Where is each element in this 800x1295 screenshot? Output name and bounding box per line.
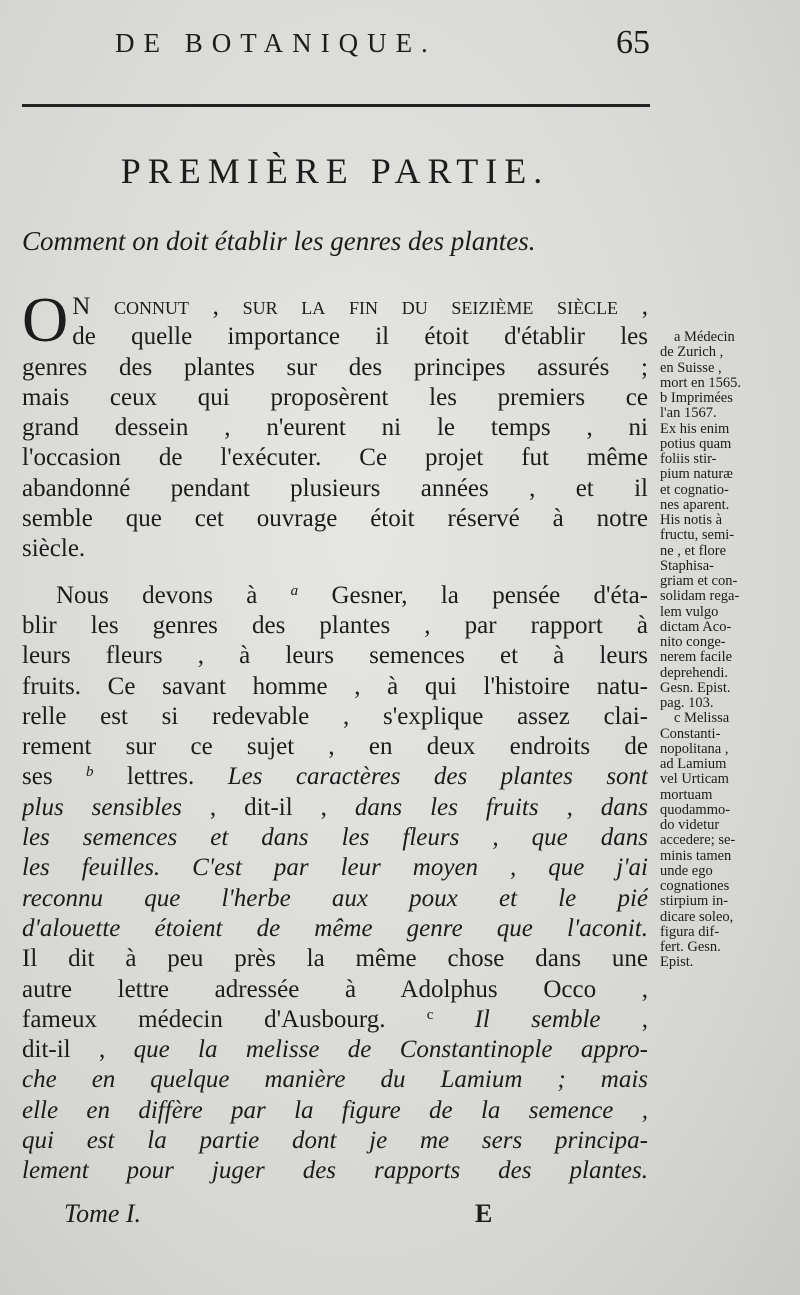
- note-line: nito conge-: [660, 635, 726, 650]
- main-text: [22, 284, 648, 1187]
- note-line: griam et con-: [660, 574, 738, 589]
- note-line: His notis à: [660, 513, 723, 528]
- text-line: les semences et dans les fleurs , que dans: [22, 824, 648, 852]
- text-line: qui est la partie dont je me sers principa-: [22, 1127, 648, 1155]
- text-line: fruits. Ce savant homme , à qui l'histoire natu-: [22, 672, 648, 700]
- note-line: et cognatio-: [660, 482, 729, 498]
- text-line: rement sur ce sujet , en deux endroits de: [22, 733, 648, 761]
- note-line: fructu, semi-: [660, 528, 735, 544]
- note-line: dicare soleo,: [660, 909, 734, 925]
- text-run: Gesner, la pensée d'éta-: [298, 581, 648, 609]
- text-line: autre lettre adressée à Adolphus Occo ,: [22, 975, 648, 1003]
- text-line: [22, 581, 648, 611]
- note-line: nerem facile: [660, 650, 733, 666]
- text-line: lement pour juger des rapports des plantes.: [22, 1157, 648, 1185]
- paragraph-1: [22, 284, 648, 565]
- text-line: leurs fleurs , à leurs semences et à leurs: [22, 642, 648, 670]
- note-line: Ex his enim: [660, 421, 730, 437]
- note-line: potius quam: [660, 436, 732, 452]
- text-line: mais ceux qui proposèrent les premiers ce: [22, 383, 648, 411]
- note-line: pium naturæ: [660, 467, 733, 483]
- note-line: c Melissa: [674, 711, 730, 727]
- running-head: [20, 22, 650, 72]
- text-line: de quelle importance il étoit d'établir les: [72, 323, 648, 351]
- note-line: deprehendi.: [660, 665, 729, 681]
- text-line: che en quelque manière du Lamium ; mais: [22, 1066, 648, 1094]
- text-line: les feuilles. C'est par leur moyen , que j'ai: [22, 854, 648, 882]
- text-line: grand dessein , n'eurent ni le temps , ni: [22, 414, 648, 442]
- quote-run: que la melisse de Constantinople appro-: [133, 1036, 648, 1064]
- quote-run: Les caractères des plantes sont: [227, 763, 648, 791]
- paragraph-2: [22, 581, 648, 1187]
- note-line: Epist.: [660, 955, 694, 971]
- note-line: solidam rega-: [660, 589, 740, 605]
- text-line: d'alouette étoient de même genre que l'aconit.: [22, 914, 648, 942]
- note-line: fert. Gesn.: [660, 940, 721, 955]
- note-line: mort en 1565.: [660, 375, 741, 391]
- text-line: [22, 762, 648, 792]
- note-line: foliis stir-: [660, 452, 717, 467]
- note-line: accedere; se-: [660, 833, 736, 849]
- footnote-ref-b: b: [86, 764, 94, 781]
- text-line: [22, 1035, 648, 1065]
- text-run: Nous devons à: [56, 581, 291, 609]
- header-rule: [22, 104, 650, 107]
- note-line: mortuam: [660, 787, 713, 803]
- text-run: lettres.: [93, 763, 228, 791]
- text-line: genres des plantes sur des principes assurés ;: [22, 353, 648, 381]
- note-line: lem vulgo: [660, 604, 719, 620]
- note-line: cognationes: [660, 879, 730, 894]
- margin-notes: [660, 330, 800, 971]
- part-title: PREMIÈRE PARTIE.: [120, 151, 550, 191]
- note-line: ad Lamium: [660, 757, 727, 772]
- text-run: ses: [22, 763, 86, 791]
- text-run: dit-il ,: [22, 1036, 134, 1064]
- note-line: ne , et flore: [660, 543, 727, 559]
- quote-run: Il semble: [433, 1005, 601, 1033]
- text-line: semble que cet ouvrage étoit réservé à notre: [22, 505, 648, 533]
- text-line: blir les genres des plantes , par rapport à: [22, 611, 648, 639]
- text-line: Il dit à peu près la même chose dans une: [22, 945, 648, 973]
- note-line: nes aparent.: [660, 497, 730, 513]
- note-line: dictam Aco-: [660, 619, 732, 635]
- text-line: abandonné pendant plusieurs années , et il: [22, 474, 648, 502]
- note-line: Gesn. Epist.: [660, 680, 731, 696]
- text-run: , dit-il ,: [181, 793, 355, 821]
- note-line: pag. 103.: [660, 696, 714, 711]
- footnote-ref-c: c: [426, 1006, 434, 1023]
- text-line: relle est si redevable , s'explique assez clai-: [22, 702, 648, 730]
- note-line: quodammo-: [660, 802, 731, 818]
- drop-cap: O: [22, 284, 69, 355]
- note-line: a Médecin: [674, 330, 735, 345]
- note-line: stirpium in-: [660, 894, 729, 910]
- text-line: [22, 1005, 648, 1035]
- note-line: l'an 1567.: [660, 406, 717, 422]
- text-line: [22, 793, 648, 823]
- note-line: Constanti-: [660, 726, 721, 742]
- chapter-subtitle: Comment on doit établir les genres des plantes.: [22, 226, 536, 256]
- page-number: 65: [616, 24, 650, 61]
- volume-signature: Tome I.: [64, 1199, 142, 1228]
- text-line: siècle.: [22, 535, 86, 563]
- note-line: en Suisse ,: [660, 360, 722, 376]
- paragraph-gap: [22, 565, 648, 581]
- text-line: l'occasion de l'exécuter. Ce projet fut même: [22, 444, 648, 472]
- text-line: elle en diffère par la figure de la semence ,: [22, 1096, 648, 1124]
- footnote-ref-a: a: [290, 582, 299, 599]
- page-footer: [40, 1197, 650, 1237]
- note-line: vel Urticam: [660, 772, 729, 788]
- note-line: b Imprimées: [660, 391, 733, 406]
- signature-letter: E: [475, 1199, 493, 1228]
- note-line: de Zurich ,: [660, 345, 724, 361]
- quote-run: dans les fruits , dans: [354, 793, 648, 821]
- text-line: reconnu que l'herbe aux poux et le pié: [22, 884, 648, 912]
- text-run: fameux médecin d'Ausbourg.: [22, 1005, 427, 1033]
- text-run: ,: [600, 1005, 648, 1033]
- text-line: [72, 292, 648, 322]
- note-line: Staphisa-: [660, 558, 714, 574]
- quote-run: plus sensibles: [22, 793, 182, 821]
- note-line: do videtur: [660, 818, 720, 833]
- note-line: figura dif-: [660, 924, 720, 940]
- running-head-title: DE BOTANIQUE.: [115, 28, 437, 58]
- note-line: unde ego: [660, 863, 713, 879]
- note-line: minis tamen: [660, 848, 732, 864]
- first-line-text: N connut , sur la fin du seizième siècle ,: [72, 293, 648, 320]
- note-line: nopolitana ,: [660, 741, 729, 757]
